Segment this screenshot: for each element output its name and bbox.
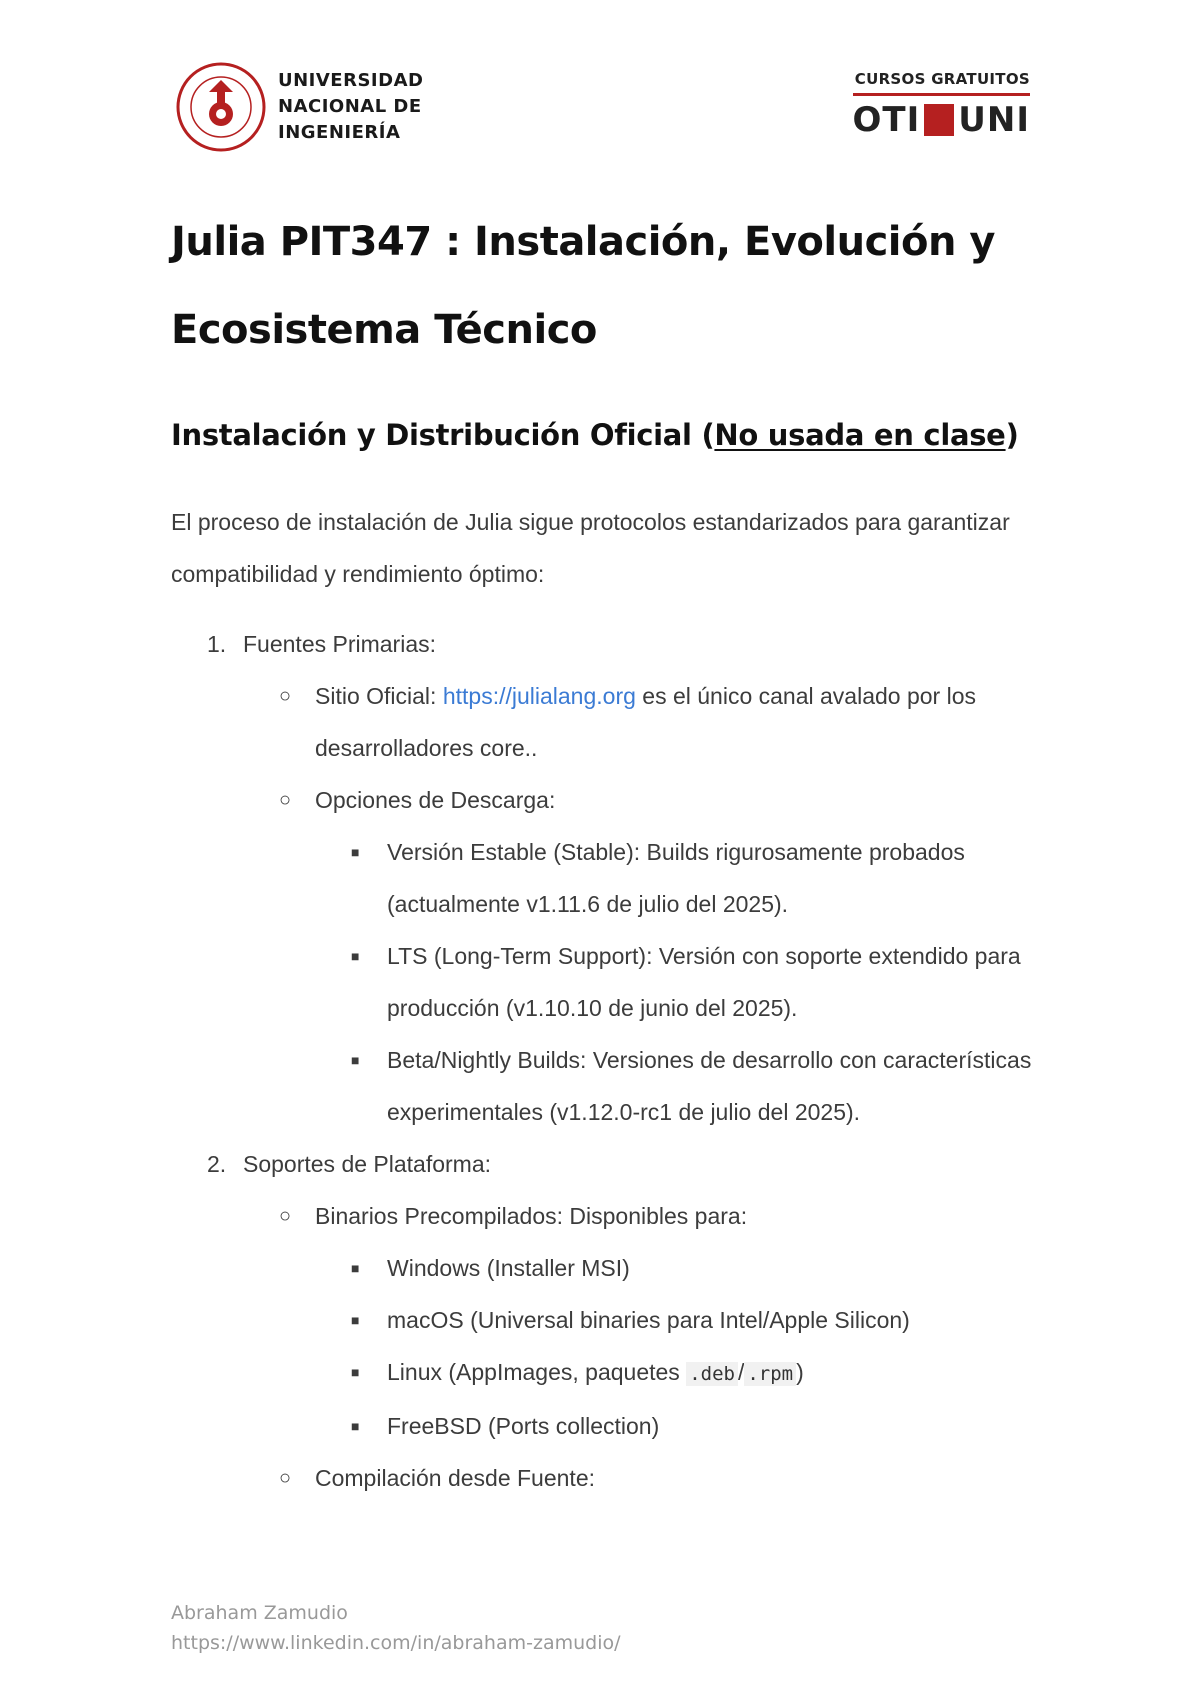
sitio-suffix: es el único canal avalado por los desarrolladores core.. [315, 683, 977, 761]
circle-bullet-icon: ○ [279, 789, 292, 811]
university-line-1: UNIVERSIDAD [278, 70, 424, 91]
list-item-label: Soportes de Plataforma: [243, 1151, 492, 1177]
oti-text: OTI [852, 100, 921, 140]
university-name [278, 68, 423, 146]
estable-text: Versión Estable (Stable): Builds rigurosamente probados (actualmente v1.11.6 de julio del 2025). [387, 839, 965, 917]
list-item-windows [171, 1242, 1051, 1294]
list-item-beta [171, 1034, 1051, 1138]
lts-text: LTS (Long-Term Support): Versión con soporte extendido para producción (v1.10.10 de junio del 2025). [387, 943, 1021, 1021]
linux-suffix: ) [796, 1359, 804, 1385]
list-item-freebsd [171, 1400, 1051, 1452]
square-bullet-icon: ■ [351, 948, 360, 964]
section-heading-suffix: ) [1005, 418, 1019, 452]
square-bullet-icon: ■ [351, 844, 360, 860]
rpm-code: .rpm [744, 1362, 796, 1386]
list-item-fuentes [171, 618, 1051, 670]
list-item-macos [171, 1294, 1051, 1346]
list-item-opciones [171, 774, 1051, 826]
page-footer [171, 1598, 621, 1658]
university-line-2: NACIONAL DE [278, 96, 422, 117]
footer-url[interactable]: https://www.linkedin.com/in/abraham-zamudio/ [171, 1632, 621, 1654]
list-marker: 2. [207, 1151, 227, 1177]
square-bullet-icon: ■ [351, 1364, 360, 1380]
macos-text: macOS (Universal binaries para Intel/Apple Silicon) [387, 1307, 910, 1333]
square-bullet-icon: ■ [351, 1312, 360, 1328]
square-bullet-icon: ■ [351, 1418, 360, 1434]
list-item-compilacion [171, 1452, 1051, 1504]
list-item-soportes [171, 1138, 1051, 1190]
square-bullet-icon: ■ [351, 1052, 360, 1068]
section-heading-prefix: Instalación y Distribución Oficial ( [171, 418, 715, 452]
opciones-label: Opciones de Descarga: [315, 787, 556, 813]
uni-logo [176, 62, 423, 152]
section-heading-underlined: No usada en clase [714, 418, 1006, 452]
list-marker: 1. [207, 631, 227, 657]
list-item-binarios [171, 1190, 1051, 1242]
circle-bullet-icon: ○ [279, 1467, 292, 1489]
circle-bullet-icon: ○ [279, 1205, 292, 1227]
installation-list [171, 618, 1051, 1504]
square-bullet-icon: ■ [351, 1260, 360, 1276]
compilacion-text: Compilación desde Fuente: [315, 1465, 595, 1491]
page-title: Julia PIT347 : Instalación, Evolución y Ecosistema Técnico [171, 219, 995, 353]
linux-prefix: Linux (AppImages, paquetes [387, 1359, 687, 1385]
sitio-prefix: Sitio Oficial: [315, 683, 443, 709]
linux-slash: / [737, 1359, 745, 1385]
uni-text: UNI [958, 100, 1030, 140]
oti-emblem-icon [924, 104, 954, 136]
list-item-estable [171, 826, 1051, 930]
list-item-label: Fuentes Primarias: [243, 631, 437, 657]
list-item-linux [171, 1346, 1051, 1400]
university-seal-icon [176, 62, 266, 152]
oti-uni-wordmark [853, 102, 1030, 138]
binarios-text: Binarios Precompilados: Disponibles para: [315, 1203, 748, 1229]
list-item-sitio-oficial [171, 670, 1051, 774]
freebsd-text: FreeBSD (Ports collection) [387, 1413, 660, 1439]
deb-code: .deb [686, 1362, 738, 1386]
footer-author: Abraham Zamudio [171, 1602, 348, 1624]
circle-bullet-icon: ○ [279, 685, 292, 707]
list-item-lts [171, 930, 1051, 1034]
julialang-link[interactable]: https://julialang.org [442, 683, 636, 709]
beta-text: Beta/Nightly Builds: Versiones de desarrollo con características experimentales (v1.12.0-rc1 de julio del 2025). [387, 1047, 1032, 1125]
oti-uni-logo [853, 70, 1030, 138]
windows-text: Windows (Installer MSI) [387, 1255, 630, 1281]
section-heading [171, 418, 1019, 452]
university-line-3: INGENIERÍA [278, 122, 401, 143]
intro-paragraph: El proceso de instalación de Julia sigue protocolos estandarizados para garantizar compatibilidad y rendimiento óptimo: [171, 509, 1010, 587]
logo-divider [853, 93, 1030, 96]
cursos-gratuitos-label: CURSOS GRATUITOS [854, 70, 1030, 88]
